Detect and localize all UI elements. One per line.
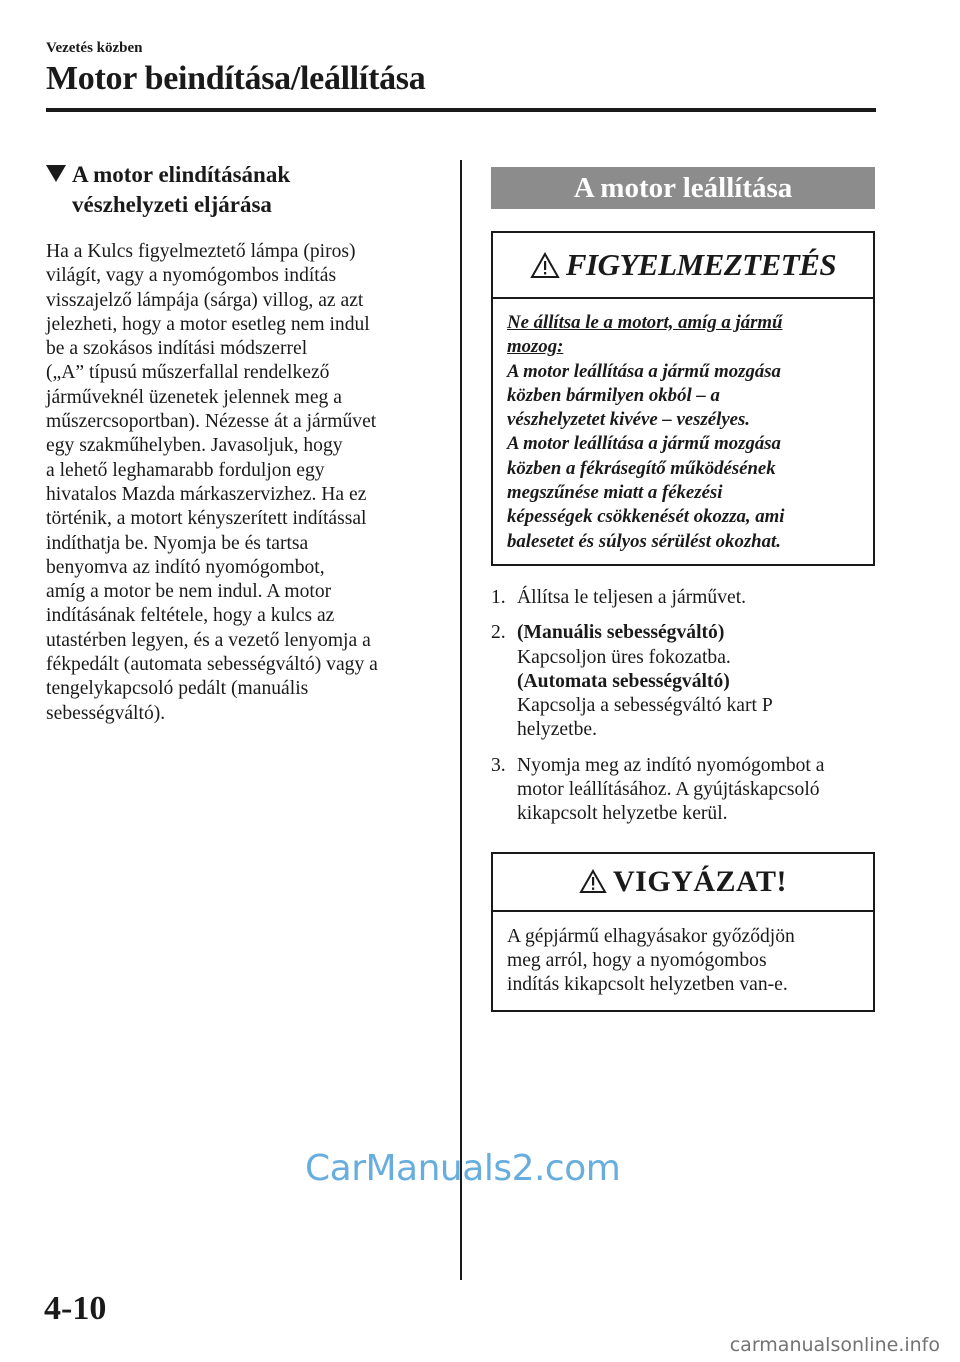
text-line: visszajelző lámpája (sárga) villog, az azt — [46, 289, 364, 311]
warning-header — [493, 233, 873, 299]
footer-site-watermark: carmanualsonline.info — [729, 1334, 940, 1356]
subsection-heading — [46, 160, 438, 220]
text-line: hivatalos Mazda márkaszervizhez. Ha ez — [46, 483, 367, 505]
caution-body — [493, 912, 873, 1010]
warning-line: közben bármilyen okból – a — [507, 384, 720, 406]
warning-line: megszűnése miatt a fékezési — [507, 482, 723, 504]
step-number: 3. — [491, 754, 506, 776]
text-line: indításának feltétele, hogy a kulcs az — [46, 605, 335, 627]
warning-body — [493, 299, 873, 564]
column-divider — [460, 160, 462, 1280]
step-text: Nyomja meg az indító nyomógombot a — [517, 754, 825, 776]
warning-box — [491, 231, 875, 566]
warning-triangle-icon — [530, 252, 560, 279]
warning-line: képességek csökkenését okozza, ami — [507, 506, 785, 528]
caution-header — [493, 854, 873, 912]
warning-lead-line: Ne állítsa le a motort, amíg a jármű — [507, 312, 783, 333]
left-column — [46, 160, 438, 726]
page-number: 4-10 — [44, 1290, 107, 1327]
step-text: Kapcsoljon üres fokozatba. — [517, 646, 731, 668]
step-number: 2. — [491, 622, 506, 644]
step-2 — [491, 621, 875, 742]
caution-box — [491, 852, 875, 1012]
step-text: Állítsa le teljesen a járművet. — [517, 586, 747, 608]
caution-title: VIGYÁZAT! — [613, 864, 787, 898]
step-text: kikapcsolt helyzetbe kerül. — [517, 803, 728, 825]
section-banner: A motor leállítása — [491, 167, 875, 209]
heading-line: vészhelyzeti eljárása — [72, 192, 272, 217]
text-line: a lehető leghamarabb forduljon egy — [46, 459, 325, 481]
text-line: világít, vagy a nyomógombos indítás — [46, 265, 337, 287]
text-line: történik, a motort kényszerített indítással — [46, 508, 367, 530]
step-text: motor leállításához. A gyújtáskapcsoló — [517, 779, 820, 801]
step-text: helyzetbe. — [517, 719, 597, 741]
emergency-start-paragraph — [46, 240, 438, 726]
step-text: Kapcsolja a sebességváltó kart P — [517, 695, 773, 717]
text-line: amíg a motor be nem indul. A motor — [46, 581, 332, 603]
text-line: sebességváltó). — [46, 702, 166, 724]
text-line: egy szakműhelyben. Javasoljuk, hogy — [46, 435, 343, 457]
caution-line: meg arról, hogy a nyomógombos — [507, 949, 767, 971]
heading-line: A motor elindításának — [72, 162, 291, 187]
text-line: benyomva az indító nyomógombot, — [46, 556, 325, 578]
text-line: járműveknél üzenetek jelennek meg a — [46, 386, 342, 408]
header-rule — [46, 108, 876, 112]
text-line: („A” típusú műszerfallal rendelkező — [46, 362, 330, 384]
caution-triangle-icon — [579, 869, 607, 894]
warning-title: FIGYELMEZTETÉS — [565, 247, 837, 282]
warning-line: A motor leállítása a jármű mozgása — [507, 433, 781, 455]
text-line: műszercsoportban). Nézesse át a járművet — [46, 411, 377, 433]
warning-line: vészhelyzetet kivéve – veszélyes. — [507, 409, 750, 431]
manual-transmission-label: (Manuális sebességváltó) — [517, 622, 725, 644]
warning-lead-line: mozog: — [507, 336, 564, 358]
warning-line: balesetet és súlyos sérülést okozhat. — [507, 530, 781, 552]
text-line: indíthatja be. Nyomja be és tartsa — [46, 532, 309, 554]
warning-line: A motor leállítása a jármű mozgása — [507, 360, 781, 382]
caution-line: indítás kikapcsolt helyzetben van-e. — [507, 974, 788, 996]
text-line: utastérben legyen, és a vezető lenyomja a — [46, 629, 371, 651]
warning-line: közben a fékrásegítő működésének — [507, 457, 776, 479]
right-column — [491, 167, 875, 1012]
watermark: CarManuals2.com — [305, 1148, 621, 1189]
text-line: be a szokásos indítási módszerrel — [46, 338, 308, 360]
step-number: 1. — [491, 586, 506, 608]
triangle-bullet-icon — [46, 165, 66, 182]
procedure-steps — [491, 586, 875, 827]
text-line: tengelykapcsoló pedált (manuális — [46, 678, 309, 700]
text-line: jelezheti, hogy a motor esetleg nem indul — [46, 313, 370, 335]
text-line: Ha a Kulcs figyelmeztető lámpa (piros) — [46, 241, 356, 262]
step-3 — [491, 754, 875, 827]
section-label: Vezetés közben — [46, 40, 143, 56]
automatic-transmission-label: (Automata sebességváltó) — [517, 670, 730, 692]
caution-line: A gépjármű elhagyásakor győződjön — [507, 925, 795, 947]
chapter-title: Motor beindítása/leállítása — [46, 60, 426, 97]
text-line: fékpedált (automata sebességváltó) vagy a — [46, 654, 378, 676]
step-1 — [491, 586, 875, 610]
